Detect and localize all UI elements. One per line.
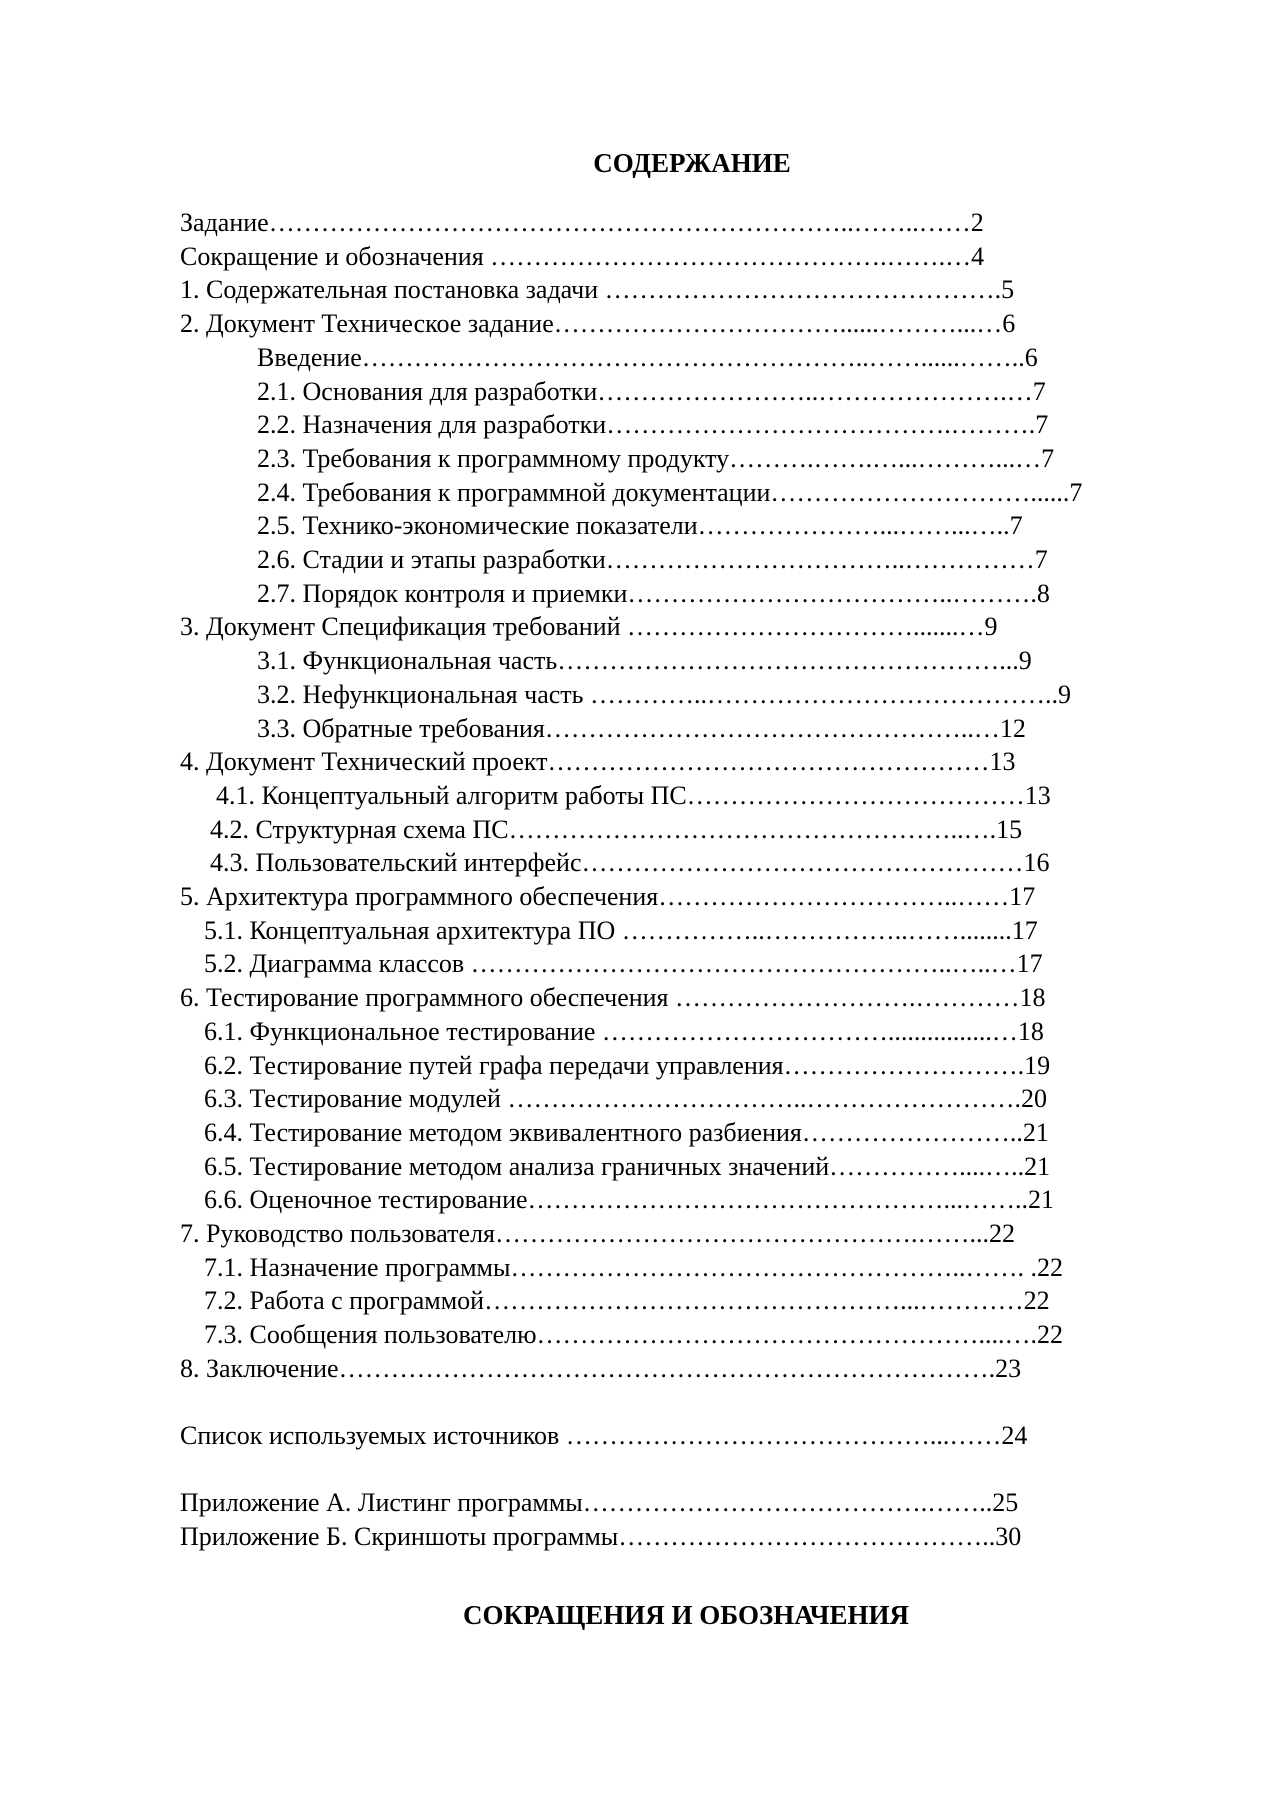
toc-entry: 3.1. Функциональная часть……………………………………………...9 xyxy=(257,646,1032,675)
toc-entry: 3.3. Обратные требования…………………………………………..…12 xyxy=(257,714,1026,743)
toc-entry: 2. Документ Техническое задание……………………………......………...…6 xyxy=(180,309,1016,338)
abbreviations-title: СОКРАЩЕНИЯ И ОБОЗНАЧЕНИЯ xyxy=(463,1600,909,1630)
toc-entry: 6. Тестирование программного обеспечения ……………………….…………18 xyxy=(180,983,1046,1012)
toc-entry: 5.2. Диаграмма классов ………………………………………………..…..…17 xyxy=(204,949,1043,978)
toc-entry: 1. Содержательная постановка задачи ……………………………………….5 xyxy=(180,275,1015,304)
toc-entry: Сокращение и обозначения ……………………………………….…….…4 xyxy=(180,242,985,271)
toc-entry: 8. Заключение………………………………………………………………….23 xyxy=(180,1354,1022,1383)
toc-entry: 4. Документ Технический проект……………………………………………13 xyxy=(180,747,1016,776)
toc-entry: 6.4. Тестирование методом эквивалентного разбиения……………………..21 xyxy=(204,1118,1049,1147)
toc-entry: 6.6. Оценочное тестирование…………………………………………...……..21 xyxy=(204,1185,1055,1214)
toc-entry: 4.2. Структурная схема ПС……………………………………………..….15 xyxy=(210,815,1023,844)
toc-entry: 6.2. Тестирование путей графа передачи управления……………………….19 xyxy=(204,1051,1051,1080)
toc-entry: 7.3. Сообщения пользователю……………………………………………....….22 xyxy=(204,1320,1064,1349)
toc-entry: 2.2. Назначения для разработки………………………………….……….7 xyxy=(257,410,1049,439)
toc-entry: 6.5. Тестирование методом анализа граничных значений……………....…..21 xyxy=(204,1152,1051,1181)
toc-entry: Список используемых источников ……………………………………...……24 xyxy=(180,1421,1028,1450)
toc-entry: Приложение Б. Скриншоты программы……………………………………..30 xyxy=(180,1522,1022,1551)
toc-entry: 5. Архитектура программного обеспечения……………………………..……17 xyxy=(180,882,1036,911)
toc-entry: 4.1. Концептуальный алгоритм работы ПС…………………………………13 xyxy=(216,781,1051,810)
toc-title: СОДЕРЖАНИЕ xyxy=(593,148,791,178)
toc-entry: 7. Руководство пользователя………………………………………….……...22 xyxy=(180,1219,1016,1248)
toc-entry: 3. Документ Спецификация требований …………………………….......…9 xyxy=(180,612,998,641)
toc-entry: 2.7. Порядок контроля и приемки………………………………..……….8 xyxy=(257,579,1050,608)
toc-entry: 7.2. Работа с программой…………………………………………...…………22 xyxy=(204,1286,1050,1315)
toc-entry: 3.2. Нефункциональная часть …………..…………………………………..9 xyxy=(257,680,1072,709)
toc-entry: 2.6. Стадии и этапы разработки……………………………..……………7 xyxy=(257,545,1048,574)
toc-entry: 2.5. Технико-экономические показатели…………………...……...…..7 xyxy=(257,511,1023,540)
toc-entry: 2.4. Требования к программной документации…………………………......7 xyxy=(257,478,1083,507)
toc-entry: 7.1. Назначение программы……………………………………………..……. .22 xyxy=(204,1253,1063,1282)
toc-entry: Задание…………………………………………………………..……..……2 xyxy=(180,208,984,237)
toc-entry: 6.1. Функциональное тестирование ……………………………................…18 xyxy=(204,1017,1044,1046)
toc-entry: 2.3. Требования к программному продукту……….…….…...………...…7 xyxy=(257,444,1055,473)
toc-entry: Приложение А. Листинг программы………………………………….……..25 xyxy=(180,1488,1019,1517)
toc-entry: 4.3. Пользовательский интерфейс……………………………………………16 xyxy=(210,848,1050,877)
toc-entry: 6.3. Тестирование модулей ……………………………..…………………….20 xyxy=(204,1084,1047,1113)
toc-entry: 5.1. Концептуальная архитектура ПО ……………..……………..……........17 xyxy=(204,916,1038,945)
toc-entry: 2.1. Основания для разработки……………………..………………….…7 xyxy=(257,377,1046,406)
toc-entry: Введение…………………………………………………..……......……..6 xyxy=(257,343,1038,372)
